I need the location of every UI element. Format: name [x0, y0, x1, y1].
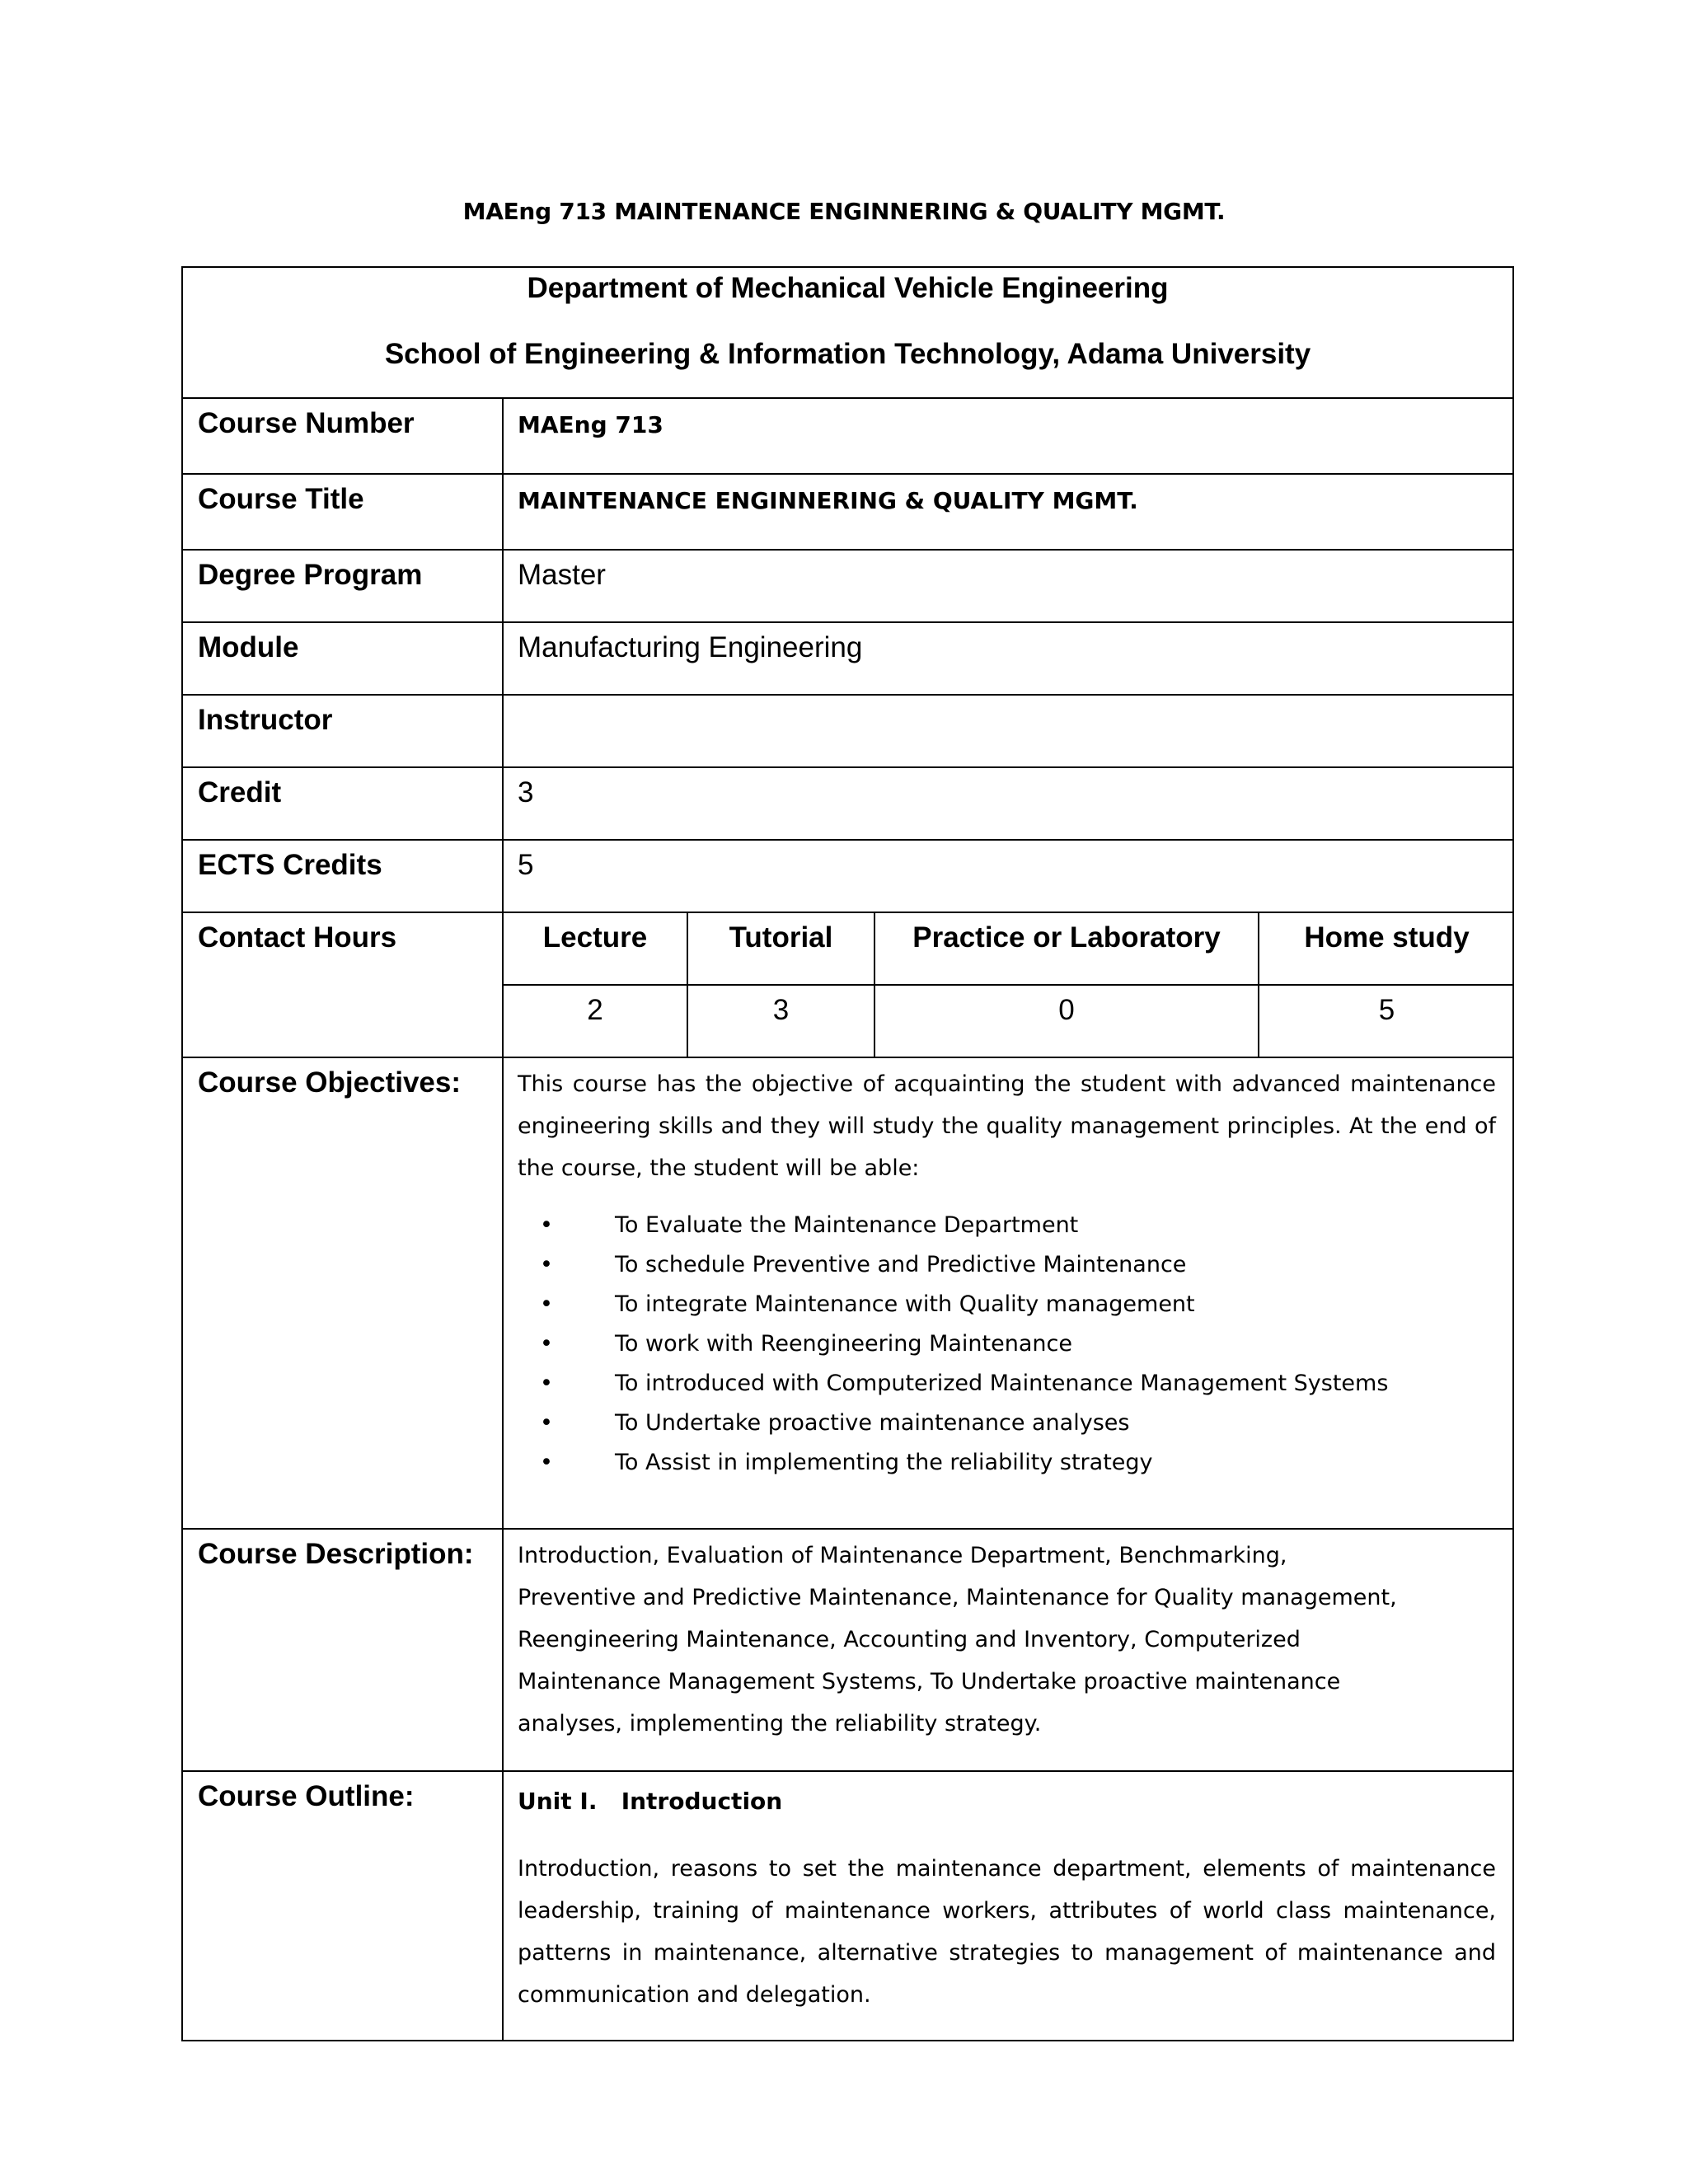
description-line: Reengineering Maintenance, Accounting and Inventory, Computerized: [518, 1627, 1301, 1652]
course-objectives-label: Course Objectives:: [182, 1057, 503, 1529]
instructor-value: [503, 695, 1513, 767]
lecture-header: Lecture: [504, 913, 687, 985]
list-item: • To Assist in implementing the reliability strategy: [518, 1443, 1496, 1483]
list-item: • To work with Reengineering Maintenance: [518, 1324, 1496, 1364]
objectives-list: [518, 1206, 1496, 1483]
institution-header: [182, 267, 1513, 398]
course-outline-content: [503, 1771, 1513, 2041]
course-description-label: Course Description:: [182, 1529, 503, 1771]
course-syllabus-table: [181, 266, 1514, 2041]
instructor-label: Instructor: [182, 695, 503, 767]
degree-program-label: Degree Program: [182, 550, 503, 622]
unit-text: Introduction, reasons to set the maintenance department, elements of maintenance leadership, training of maintenance workers, attributes of world class maintenance, patterns in maintenance, alternative strategies to management of maintenance and communication and delegation.: [518, 1856, 1497, 2008]
bullet-icon: •: [540, 1331, 553, 1357]
bullet-icon: •: [540, 1450, 553, 1475]
course-outline-row: [182, 1771, 1513, 2041]
module-value: Manufacturing Engineering: [503, 622, 1513, 695]
description-line: Introduction, Evaluation of Maintenance Department, Benchmarking,: [518, 1543, 1287, 1568]
practice-hours: 0: [874, 985, 1259, 1057]
module-label: Module: [182, 622, 503, 695]
list-item: • To schedule Preventive and Predictive Maintenance: [518, 1245, 1496, 1285]
module-row: [182, 622, 1513, 695]
home-study-header: Home study: [1259, 913, 1514, 985]
course-outline-label: Course Outline:: [182, 1771, 503, 2041]
ects-credits-label: ECTS Credits: [182, 840, 503, 912]
degree-program-value: Master: [503, 550, 1513, 622]
course-title-row: [182, 474, 1513, 550]
bullet-icon: •: [540, 1371, 553, 1396]
contact-hours-table: [504, 913, 1514, 1057]
course-description-row: [182, 1529, 1513, 1771]
credit-value: 3: [503, 767, 1513, 840]
course-number-value: MAEng 713: [503, 398, 1513, 474]
course-description-content: [503, 1529, 1513, 1771]
credit-label: Credit: [182, 767, 503, 840]
course-title-label: Course Title: [182, 474, 503, 550]
description-line: analyses, implementing the reliability strategy.: [518, 1711, 1042, 1736]
list-item: • To introduced with Computerized Maintenance Management Systems: [518, 1364, 1496, 1404]
tutorial-header: Tutorial: [687, 913, 874, 985]
course-number-label: Course Number: [182, 398, 503, 474]
description-line: Preventive and Predictive Maintenance, Maintenance for Quality management,: [518, 1585, 1397, 1610]
contact-hours-row: [182, 912, 1513, 1057]
description-line: Maintenance Management Systems, To Undertake proactive maintenance: [518, 1669, 1341, 1694]
course-title-value: MAINTENANCE ENGINNERING & QUALITY MGMT.: [503, 474, 1513, 550]
home-study-hours: 5: [1259, 985, 1514, 1057]
contact-hours-label: Contact Hours: [182, 912, 503, 1057]
practice-header: Practice or Laboratory: [874, 913, 1259, 985]
ects-credits-value: 5: [503, 840, 1513, 912]
unit-title: Unit I. Introduction: [518, 1788, 783, 1815]
bullet-icon: •: [540, 1291, 553, 1317]
list-item: • To Undertake proactive maintenance analyses: [518, 1404, 1496, 1443]
degree-program-row: [182, 550, 1513, 622]
school-name: School of Engineering & Information Technology, Adama University: [384, 338, 1311, 370]
bullet-icon: •: [540, 1252, 553, 1277]
ects-credits-row: [182, 840, 1513, 912]
tutorial-hours: 3: [687, 985, 874, 1057]
course-number-row: [182, 398, 1513, 474]
list-item: • To Evaluate the Maintenance Department: [518, 1206, 1496, 1245]
course-objectives-content: [503, 1057, 1513, 1529]
objectives-intro: This course has the objective of acquainting the student with advanced maintenance engineering skills and they will study the quality management principles. At the end of the course, the student will be able:: [518, 1071, 1497, 1181]
bullet-icon: •: [540, 1410, 553, 1436]
list-item: • To integrate Maintenance with Quality management: [518, 1285, 1496, 1324]
bullet-icon: •: [540, 1212, 553, 1238]
credit-row: [182, 767, 1513, 840]
contact-hours-breakdown: [503, 912, 1513, 1057]
lecture-hours: 2: [504, 985, 687, 1057]
instructor-row: [182, 695, 1513, 767]
department-name: Department of Mechanical Vehicle Engineering: [527, 272, 1169, 304]
document-title: MAEng 713 MAINTENANCE ENGINNERING & QUALITY MGMT.: [462, 198, 1226, 225]
course-objectives-row: [182, 1057, 1513, 1529]
